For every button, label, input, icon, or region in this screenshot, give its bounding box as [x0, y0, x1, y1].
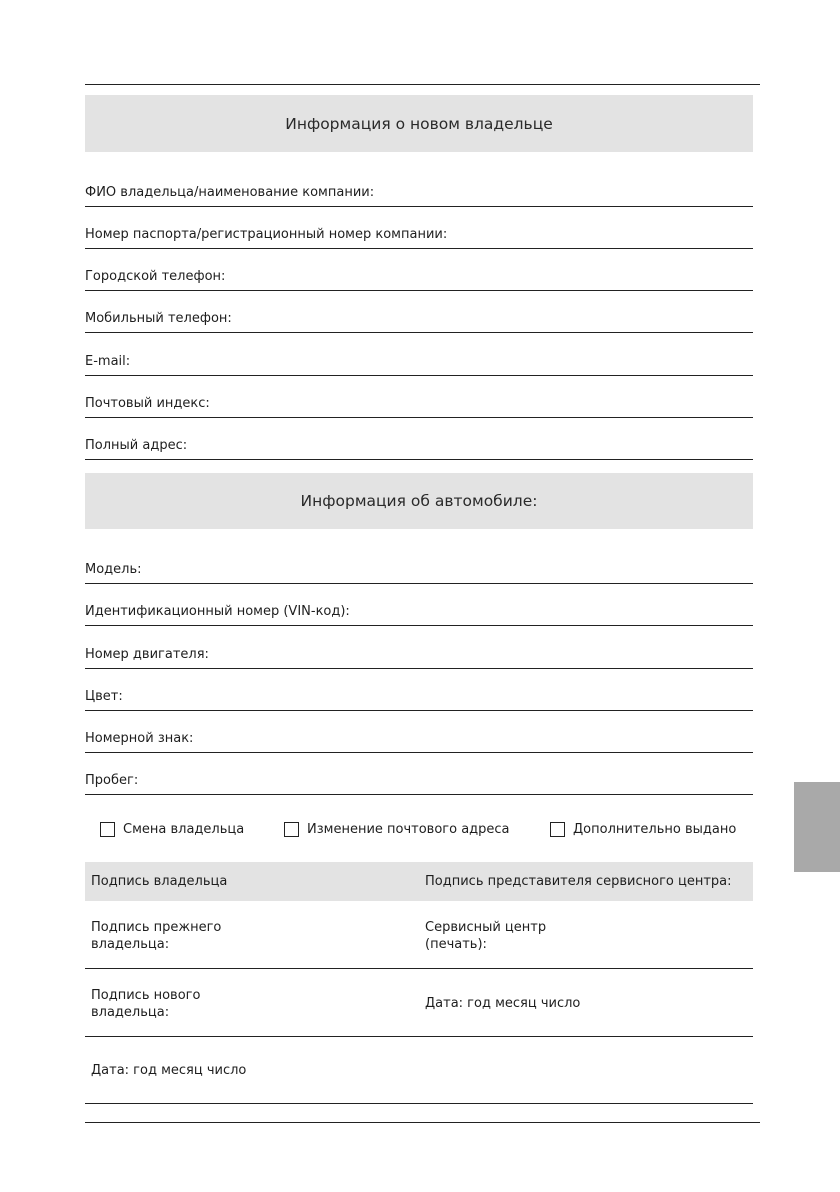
- postal-code-field[interactable]: [85, 394, 753, 418]
- new-owner-signature-label: Подпись нового владельца:: [91, 988, 201, 1020]
- field-label: Номер паспорта/регистрационный номер компании:: [85, 227, 448, 242]
- signature-divider: [85, 968, 753, 969]
- landline-phone-field[interactable]: [85, 267, 753, 291]
- postal-address-change-option[interactable]: [284, 822, 510, 837]
- field-label: Городской телефон:: [85, 269, 226, 284]
- owner-signature-heading: Подпись владельца: [91, 874, 228, 889]
- vehicle-section-header: [85, 473, 753, 529]
- vehicle-section-title: Информация об автомобиле:: [300, 492, 538, 510]
- signature-header: [85, 862, 753, 901]
- field-label: Модель:: [85, 562, 142, 577]
- vin-field[interactable]: [85, 602, 753, 626]
- color-field[interactable]: [85, 687, 753, 711]
- field-label: Номерной знак:: [85, 731, 194, 746]
- checkbox-row: [85, 822, 753, 842]
- postal-address-change-checkbox[interactable]: [284, 822, 299, 837]
- additionally-issued-checkbox[interactable]: [550, 822, 565, 837]
- full-address-field[interactable]: [85, 436, 753, 460]
- field-label: Номер двигателя:: [85, 647, 209, 662]
- email-field[interactable]: [85, 352, 753, 376]
- signature-divider: [85, 1103, 753, 1104]
- mileage-field[interactable]: [85, 771, 753, 795]
- bottom-rule: [85, 1122, 760, 1123]
- field-label: Мобильный телефон:: [85, 311, 232, 326]
- model-field[interactable]: [85, 560, 753, 584]
- checkbox-label: Изменение почтового адреса: [307, 822, 510, 837]
- field-label: Пробег:: [85, 773, 139, 788]
- field-label: ФИО владельца/наименование компании:: [85, 185, 375, 200]
- field-label: E-mail:: [85, 354, 131, 369]
- owner-name-field[interactable]: [85, 183, 753, 207]
- owner-change-checkbox[interactable]: [100, 822, 115, 837]
- field-label: Почтовый индекс:: [85, 396, 210, 411]
- owner-date-label: Дата: год месяц число: [91, 1063, 247, 1078]
- owner-section-header: [85, 95, 753, 152]
- engine-number-field[interactable]: [85, 645, 753, 669]
- service-center-stamp-label: Сервисный центр (печать):: [425, 920, 547, 952]
- additionally-issued-option[interactable]: [550, 822, 736, 837]
- license-plate-field[interactable]: [85, 729, 753, 753]
- owner-change-option[interactable]: [100, 822, 244, 837]
- checkbox-label: Дополнительно выдано: [573, 822, 737, 837]
- field-label: Полный адрес:: [85, 438, 188, 453]
- mobile-phone-field[interactable]: [85, 309, 753, 333]
- passport-number-field[interactable]: [85, 225, 753, 249]
- prev-owner-signature-label: Подпись прежнего владельца:: [91, 920, 222, 952]
- field-label: Идентификационный номер (VIN-код):: [85, 604, 350, 619]
- service-rep-signature-heading: Подпись представителя сервисного центра:: [425, 874, 732, 889]
- service-date-label: Дата: год месяц число: [425, 996, 581, 1011]
- owner-section-title: Информация о новом владельце: [285, 114, 553, 133]
- field-label: Цвет:: [85, 689, 123, 704]
- top-rule: [85, 84, 760, 85]
- side-tab-marker: [794, 782, 840, 872]
- checkbox-label: Смена владельца: [123, 822, 245, 837]
- signature-divider: [85, 1036, 753, 1037]
